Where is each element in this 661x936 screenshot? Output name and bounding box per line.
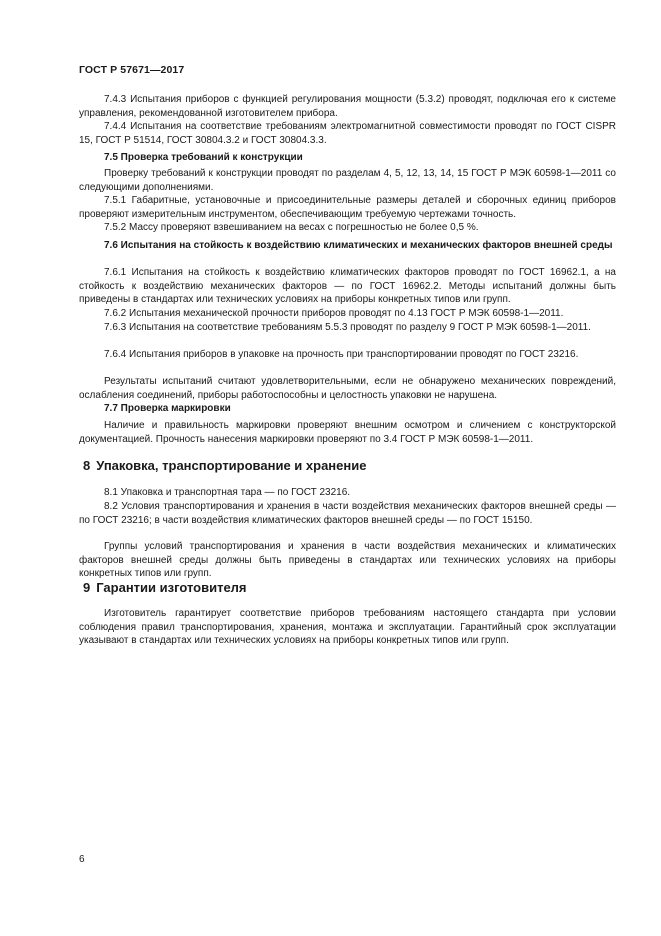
paragraph-8-1: 8.1 Упаковка и транспортная тара — по ГОСТ 23216. <box>104 487 351 498</box>
paragraph-8-2: 8.2 Условия транспортирования и хранения в части воздействия механических факторов внешней среды — по ГОСТ 23216; в части воздействия климатических факторов внешней среды — по ГОСТ 15150. <box>79 501 616 526</box>
paragraph-7-4-3: 7.4.3 Испытания приборов с функцией регулирования мощности (5.3.2) проводят, подключая его к системе управления, рекомендованной изготовителем прибора. <box>79 94 616 119</box>
section-8-number: 8 <box>83 458 91 473</box>
paragraph-7-5: Проверку требований к конструкции проводят по разделам 4, 5, 12, 13, 14, 15 ГОСТ Р МЭК 60598-1—2011 со следующими дополнениями. <box>79 168 616 193</box>
paragraph-7-7: Наличие и правильность маркировки проверяют внешним осмотром и сличением с конструкторской документацией. Прочность нанесения маркировки проверяют по 3.4 ГОСТ Р МЭК 60598-1—2011. <box>79 420 616 445</box>
section-8-heading <box>79 458 616 474</box>
paragraph-7-6-4: 7.6.4 Испытания приборов в упаковке на прочность при транспортировании проводят по ГОСТ 23216. <box>104 349 579 360</box>
paragraph-7-6-3: 7.6.3 Испытания на соответствие требованиям 5.5.3 проводят по разделу 9 ГОСТ Р МЭК 60598-1—2011. <box>104 322 591 333</box>
paragraph-7-6-results: Результаты испытаний считают удовлетворительными, если не обнаружено механических повреждений, ослабления соединений, приборы работоспособны и целостность упаковки не нарушена. <box>79 376 616 401</box>
paragraph-7-5-1: 7.5.1 Габаритные, установочные и присоединительные размеры деталей и сборочных единиц приборов проверяют измерительным инструментом, обеспечивающим требуемую чертежами точность. <box>79 195 616 220</box>
document-header: ГОСТ Р 57671—2017 <box>79 64 185 76</box>
paragraph-9: Изготовитель гарантирует соответствие приборов требованиям настоящего стандарта при условии соблюдения правил транспортирования, хранения, монтажа и эксплуатации. Гарантийный срок эксплуатации указывают в стандартах или технических условиях на приборы конкретных типов или групп. <box>79 608 616 646</box>
section-9-title: Гарантии изготовителя <box>96 580 247 595</box>
section-9-number: 9 <box>83 580 91 595</box>
paragraph-7-4-4: 7.4.4 Испытания на соответствие требованиям электромагнитной совместимости проводят по ГОСТ CISPR 15, ГОСТ Р 51514, ГОСТ 30804.3.2 и ГОСТ 30804.3.3. <box>79 121 616 146</box>
section-8-title: Упаковка, транспортирование и хранение <box>96 458 367 473</box>
heading-7-6: 7.6 Испытания на стойкость к воздействию климатических и механических факторов внешней среды <box>104 240 613 251</box>
section-9-heading <box>79 580 616 596</box>
paragraph-7-6-2: 7.6.2 Испытания механической прочности приборов проводят по 4.13 ГОСТ Р МЭК 60598-1—2011. <box>104 308 564 319</box>
heading-7-7: 7.7 Проверка маркировки <box>104 403 231 414</box>
paragraph-7-6-1: 7.6.1 Испытания на стойкость к воздействию климатических факторов проводят по ГОСТ 16962.1, а на стойкость к воздействию механических факторов — по ГОСТ 16962.2. Методы испытаний должны быть приведены в стандартах или технических условиях на приборы конкретных типов или групп. <box>79 267 616 305</box>
paragraph-7-5-2: 7.5.2 Массу проверяют взвешиванием на весах с погрешностью не более 0,5 %. <box>104 222 479 233</box>
paragraph-8-groups: Группы условий транспортирования и хранения в части воздействия механических и климатических факторов внешней среды должны быть приведены в стандартах или технических условиях на приборы конкретных типов или групп. <box>79 541 616 579</box>
page-number: 6 <box>79 854 85 865</box>
heading-7-5: 7.5 Проверка требований к конструкции <box>104 152 303 163</box>
